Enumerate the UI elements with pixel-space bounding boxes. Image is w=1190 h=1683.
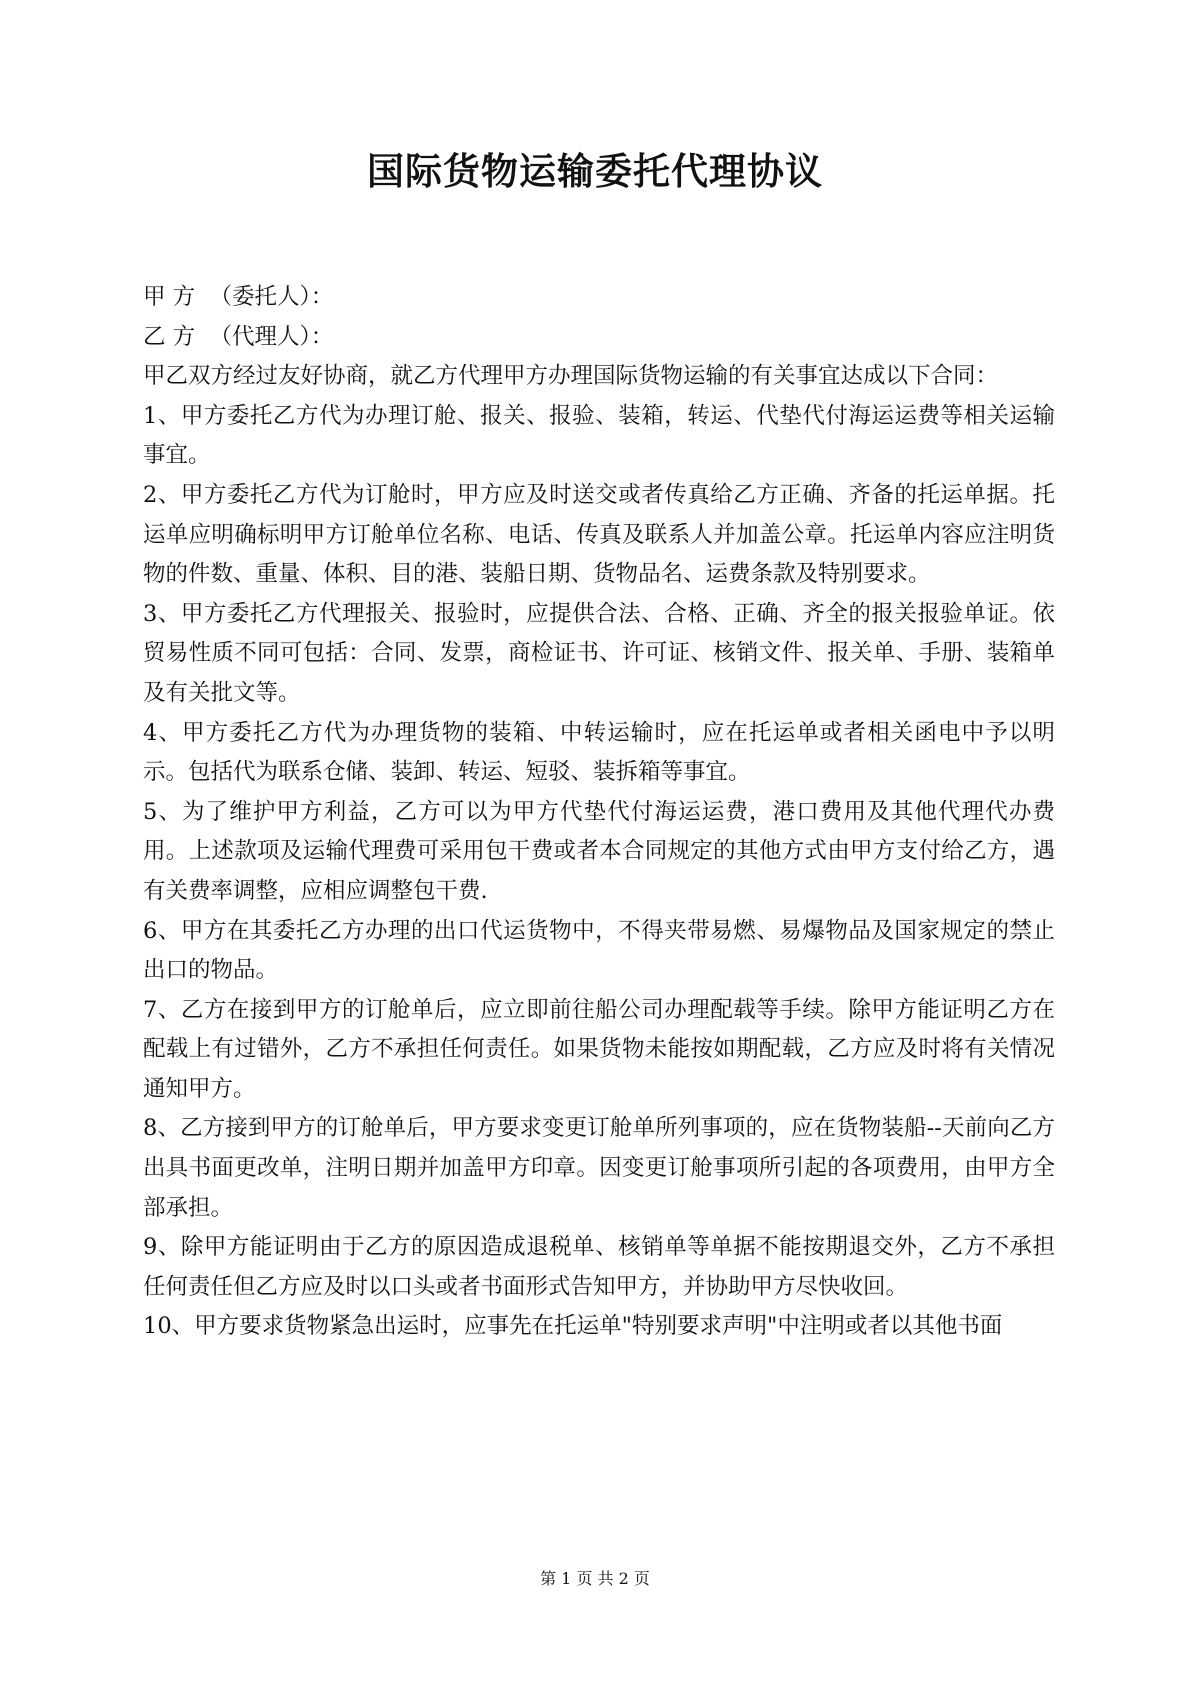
clause-paragraph: 3、甲方委托乙方代理报关、报验时，应提供合法、合格、正确、齐全的报关报验单证。依贸易性质不同可包括：合同、发票，商检证书、许可证、核销文件、报关单、手册、装箱单及有关批文等。 — [143, 600, 1055, 706]
clause-paragraph: 2、甲方委托乙方代为订舱时，甲方应及时送交或者传真给乙方正确、齐备的托运单据。托运单应明确标明甲方订舱单位名称、电话、传真及联系人并加盖公章。托运单内容应注明货物的件数、重量、体积、目的港、装船日期、货物品名、运费条款及特别要求。 — [143, 481, 1055, 588]
document-body — [143, 278, 1055, 1347]
clause-paragraph: 1、甲方委托乙方代为办理订舱、报关、报验、装箱，转运、代垫代付海运运费等相关运输事宜。 — [143, 402, 1055, 469]
intro-paragraph: 甲乙双方经过友好协商，就乙方代理甲方办理国际货物运输的有关事宜达成以下合同： — [143, 363, 999, 390]
clause-paragraph: 9、除甲方能证明由于乙方的原因造成退税单、核销单等单据不能按期退交外，乙方不承担任何责任但乙方应及时以口头或者书面形式告知甲方，并协助甲方尽快收回。 — [143, 1234, 1055, 1300]
clause-paragraph: 6、甲方在其委托乙方办理的出口代运货物中，不得夹带易燃、易爆物品及国家规定的禁止出口的物品。 — [143, 917, 1055, 984]
page-number-footer: 第 1 页 共 2 页 — [540, 1569, 650, 1588]
document-title: 国际货物运输委托代理协议 — [367, 149, 823, 193]
party-b-line: 乙 方 （代理人）： — [143, 323, 334, 350]
party-a-line: 甲 方 （委托人）： — [143, 284, 334, 310]
clause-paragraph: 10、甲方要求货物紧急出运时，应事先在托运单"特别要求声明"中注明或者以其他书面 — [143, 1313, 1003, 1340]
clause-paragraph: 5、为了维护甲方利益，乙方可以为甲方代垫代付海运运费，港口费用及其他代理代办费用。上述款项及运输代理费可采用包干费或者本合同规定的其他方式由甲方支付给乙方，遇有关费率调整，应相应调整包干费. — [143, 798, 1055, 904]
clause-paragraph: 4、甲方委托乙方代为办理货物的装箱、中转运输时，应在托运单或者相关函电中予以明示。包括代为联系仓储、装卸、转运、短驳、装拆箱等事宜。 — [143, 719, 1055, 786]
clause-paragraph: 8、乙方接到甲方的订舱单后，甲方要求变更订舱单所列事项的，应在货物装船--天前向乙方出具书面更改单，注明日期并加盖甲方印章。因变更订舱事项所引起的各项费用，由甲方全部承担。 — [143, 1115, 1055, 1221]
clause-paragraph: 7、乙方在接到甲方的订舱单后，应立即前往船公司办理配载等手续。除甲方能证明乙方在配载上有过错外，乙方不承担任何责任。如果货物未能按如期配载，乙方应及时将有关情况通知甲方。 — [143, 996, 1055, 1102]
